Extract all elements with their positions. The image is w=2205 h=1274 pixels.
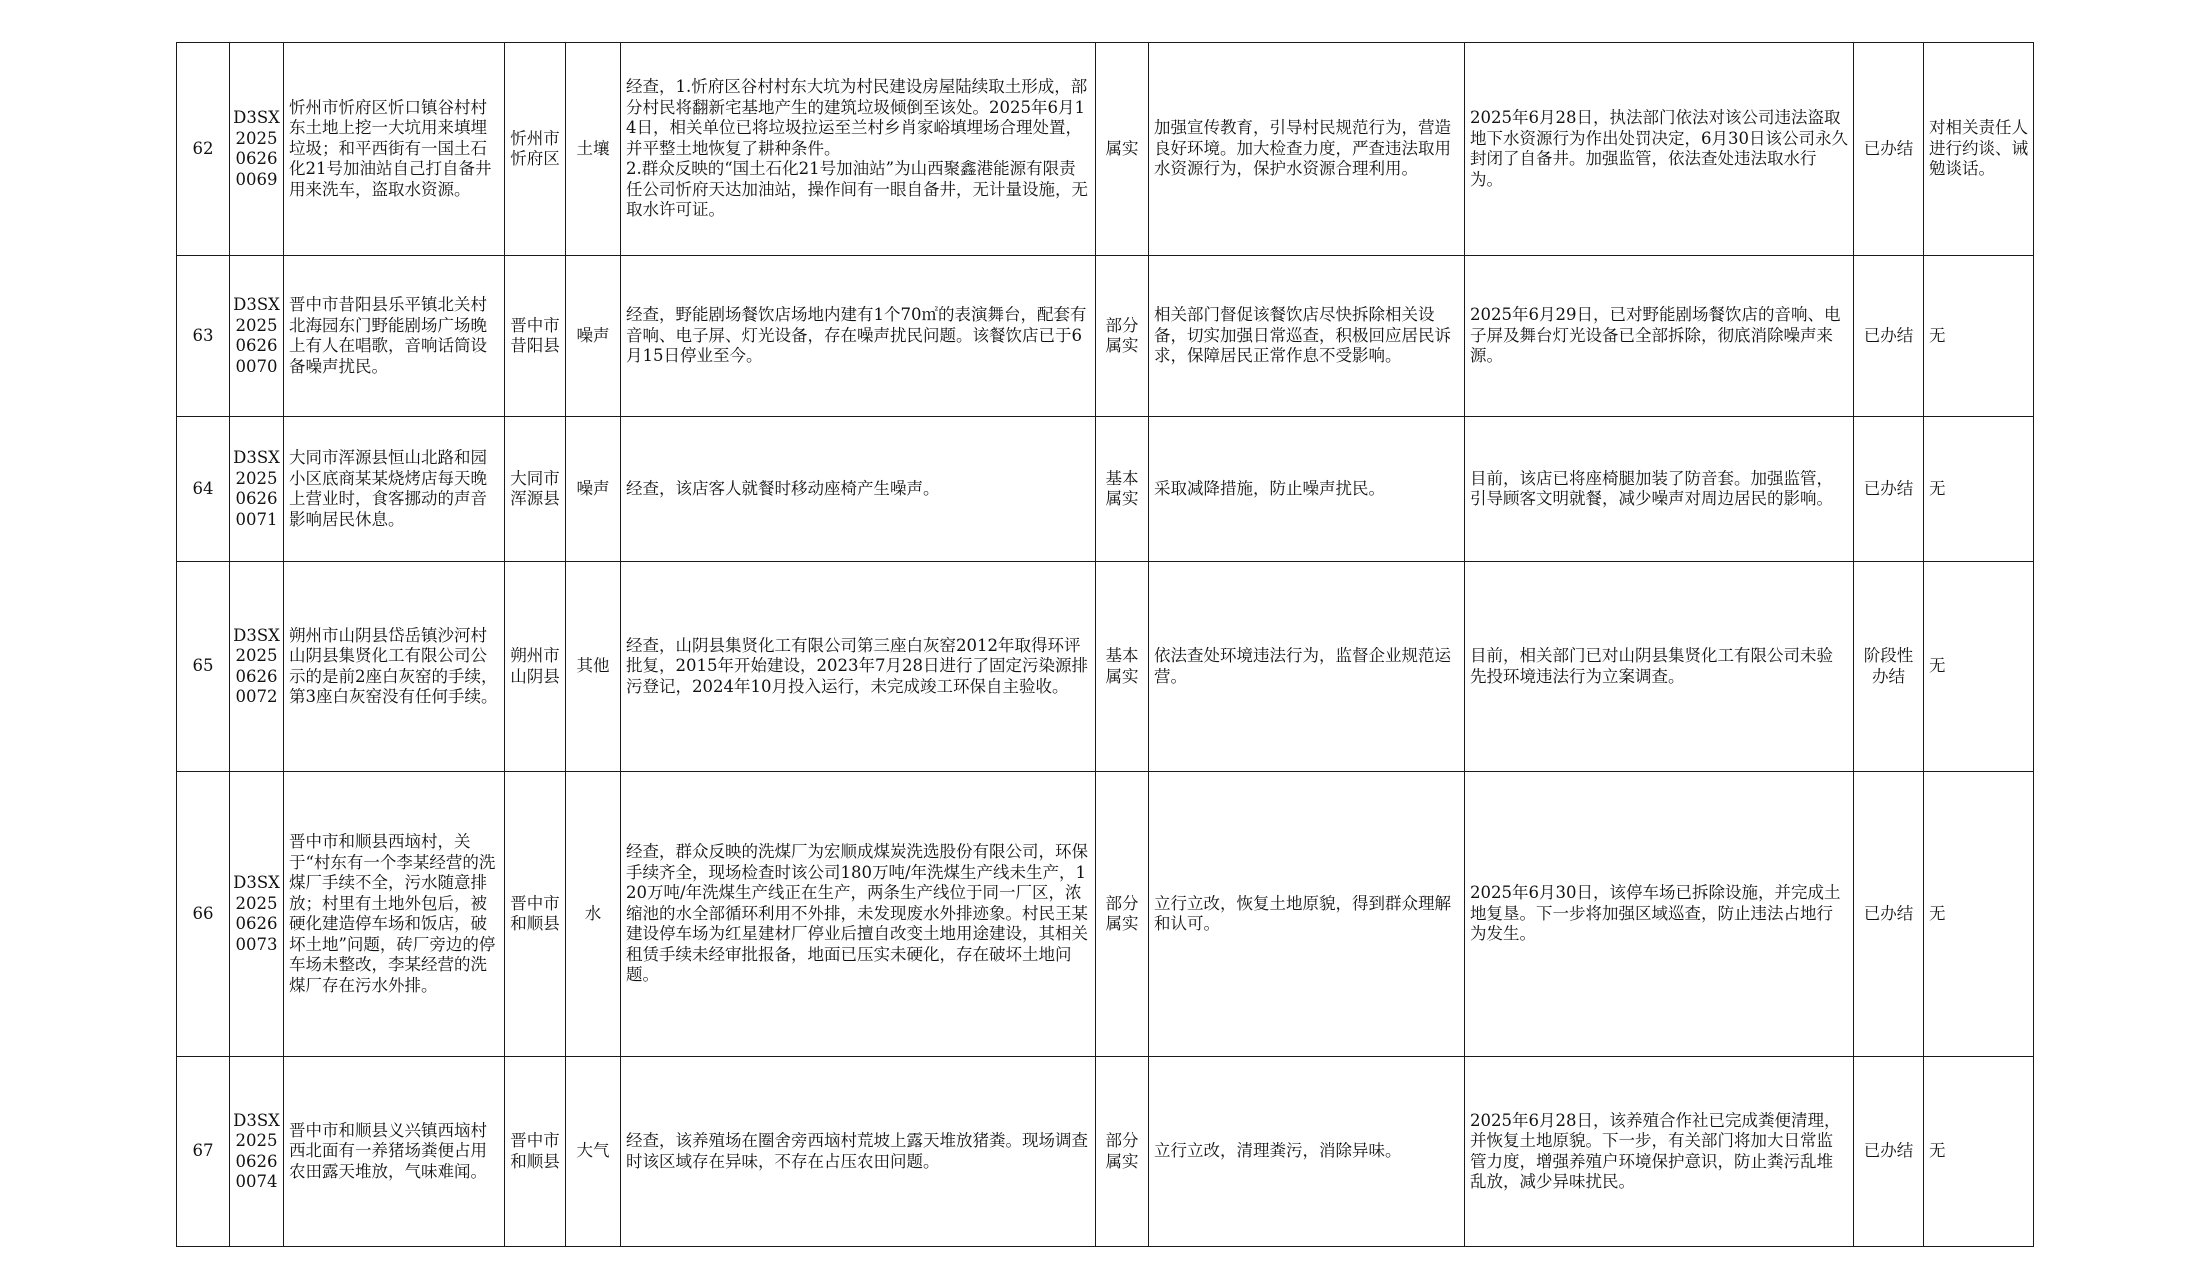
- rectification-progress: 2025年6月29日，已对野能剧场餐饮店的音响、电子屏及舞台灯光设备已全部拆除，彻底消除噪声来源。: [1465, 256, 1854, 417]
- complaint-table: [176, 42, 2034, 1247]
- row-number: 62: [177, 43, 230, 256]
- verdict: 属实: [1096, 43, 1149, 256]
- case-code: D3SX202506260074: [230, 1057, 284, 1247]
- pollution-type: 噪声: [566, 256, 621, 417]
- pollution-type: 土壤: [566, 43, 621, 256]
- accountability: 无: [1924, 417, 2034, 562]
- rectification-measures: 加强宣传教育，引导村民规范行为，营造良好环境。加大检查力度，严查违法取用水资源行为，保护水资源合理利用。: [1149, 43, 1465, 256]
- case-code: D3SX202506260069: [230, 43, 284, 256]
- verdict: 部分属实: [1096, 256, 1149, 417]
- administrative-region: 晋中市和顺县: [505, 772, 566, 1057]
- complaint-content: 晋中市和顺县义兴镇西垴村西北面有一养猪场粪便占用农田露天堆放，气味难闻。: [284, 1057, 505, 1247]
- table-row: [177, 417, 2034, 562]
- row-number: 64: [177, 417, 230, 562]
- handling-status: 已办结: [1854, 417, 1924, 562]
- complaint-content: 朔州市山阴县岱岳镇沙河村山阴县集贤化工有限公司公示的是前2座白灰窑的手续，第3座白灰窑没有任何手续。: [284, 562, 505, 772]
- rectification-progress: 2025年6月30日，该停车场已拆除设施，并完成土地复垦。下一步将加强区域巡查，防止违法占地行为发生。: [1465, 772, 1854, 1057]
- rectification-measures: 依法查处环境违法行为，监督企业规范运营。: [1149, 562, 1465, 772]
- rectification-measures: 相关部门督促该餐饮店尽快拆除相关设备，切实加强日常巡查，积极回应居民诉求，保障居民正常作息不受影响。: [1149, 256, 1465, 417]
- handling-status: 阶段性办结: [1854, 562, 1924, 772]
- complaint-content: 晋中市和顺县西垴村，关于“村东有一个李某经营的洗煤厂手续不全，污水随意排放；村里有土地外包后，被硬化建造停车场和饭店，破坏土地”问题，砖厂旁边的停车场未整改，李某经营的洗煤厂存在污水外排。: [284, 772, 505, 1057]
- handling-status: 已办结: [1854, 43, 1924, 256]
- verdict: 部分属实: [1096, 772, 1149, 1057]
- pollution-type: 噪声: [566, 417, 621, 562]
- case-code: D3SX202506260071: [230, 417, 284, 562]
- pollution-type: 大气: [566, 1057, 621, 1247]
- investigation-result: 经查，1.忻府区谷村村东大坑为村民建设房屋陆续取土形成，部分村民将翻新宅基地产生的建筑垃圾倾倒至该处。2025年6月14日，相关单位已将垃圾拉运至兰村乡肖家峪填埋场合理处置，并平整土地恢复了耕种条件。 2.群众反映的“国土石化21号加油站”为山西聚鑫港能源有限责任公司忻府天达加油站，操作间有一眼自备井，无计量设施，无取水许可证。: [621, 43, 1096, 256]
- administrative-region: 晋中市昔阳县: [505, 256, 566, 417]
- complaint-content: 晋中市昔阳县乐平镇北关村北海园东门野能剧场广场晚上有人在唱歌，音响话筒设备噪声扰民。: [284, 256, 505, 417]
- row-number: 67: [177, 1057, 230, 1247]
- handling-status: 已办结: [1854, 256, 1924, 417]
- pollution-type: 水: [566, 772, 621, 1057]
- rectification-progress: 目前，该店已将座椅腿加装了防音套。加强监管，引导顾客文明就餐，减少噪声对周边居民的影响。: [1465, 417, 1854, 562]
- rectification-progress: 目前，相关部门已对山阴县集贤化工有限公司未验先投环境违法行为立案调查。: [1465, 562, 1854, 772]
- administrative-region: 忻州市忻府区: [505, 43, 566, 256]
- row-number: 66: [177, 772, 230, 1057]
- case-code: D3SX202506260072: [230, 562, 284, 772]
- complaint-content: 忻州市忻府区忻口镇谷村村东土地上挖一大坑用来填埋垃圾；和平西街有一国土石化21号加油站自己打自备井用来洗车，盗取水资源。: [284, 43, 505, 256]
- table-row: [177, 562, 2034, 772]
- administrative-region: 晋中市和顺县: [505, 1057, 566, 1247]
- table-row: [177, 43, 2034, 256]
- rectification-measures: 立行立改，恢复土地原貌，得到群众理解和认可。: [1149, 772, 1465, 1057]
- accountability: 无: [1924, 256, 2034, 417]
- rectification-measures: 采取减降措施，防止噪声扰民。: [1149, 417, 1465, 562]
- case-code: D3SX202506260070: [230, 256, 284, 417]
- pollution-type: 其他: [566, 562, 621, 772]
- verdict: 基本属实: [1096, 562, 1149, 772]
- investigation-result: 经查，该养殖场在圈舍旁西垴村荒坡上露天堆放猪粪。现场调查时该区域存在异味，不存在占压农田问题。: [621, 1057, 1096, 1247]
- administrative-region: 大同市浑源县: [505, 417, 566, 562]
- table-row: [177, 1057, 2034, 1247]
- rectification-progress: 2025年6月28日，该养殖合作社已完成粪便清理，并恢复土地原貌。下一步，有关部门将加大日常监管力度，增强养殖户环境保护意识，防止粪污乱堆乱放，减少异味扰民。: [1465, 1057, 1854, 1247]
- row-number: 65: [177, 562, 230, 772]
- accountability: 对相关责任人进行约谈、诫勉谈话。: [1924, 43, 2034, 256]
- investigation-result: 经查，野能剧场餐饮店场地内建有1个70㎡的表演舞台，配套有音响、电子屏、灯光设备，存在噪声扰民问题。该餐饮店已于6月15日停业至今。: [621, 256, 1096, 417]
- accountability: 无: [1924, 772, 2034, 1057]
- verdict: 部分属实: [1096, 1057, 1149, 1247]
- handling-status: 已办结: [1854, 1057, 1924, 1247]
- table-row: [177, 256, 2034, 417]
- accountability: 无: [1924, 562, 2034, 772]
- handling-status: 已办结: [1854, 772, 1924, 1057]
- investigation-result: 经查，该店客人就餐时移动座椅产生噪声。: [621, 417, 1096, 562]
- investigation-result: 经查，群众反映的洗煤厂为宏顺成煤炭洗选股份有限公司，环保手续齐全，现场检查时该公司180万吨/年洗煤生产线未生产，120万吨/年洗煤生产线正在生产，两条生产线位于同一厂区，浓缩池的水全部循环利用不外排，未发现废水外排迹象。村民王某建设停车场为红星建材厂停业后擅自改变土地用途建设，其相关租赁手续未经审批报备，地面已压实未硬化，存在破坏土地问题。: [621, 772, 1096, 1057]
- accountability: 无: [1924, 1057, 2034, 1247]
- case-code: D3SX202506260073: [230, 772, 284, 1057]
- row-number: 63: [177, 256, 230, 417]
- investigation-result: 经查，山阴县集贤化工有限公司第三座白灰窑2012年取得环评批复，2015年开始建设，2023年7月28日进行了固定污染源排污登记，2024年10月投入运行，未完成竣工环保自主验收。: [621, 562, 1096, 772]
- complaint-content: 大同市浑源县恒山北路和园小区底商某某烧烤店每天晚上营业时，食客挪动的声音影响居民休息。: [284, 417, 505, 562]
- rectification-measures: 立行立改，清理粪污，消除异味。: [1149, 1057, 1465, 1247]
- verdict: 基本属实: [1096, 417, 1149, 562]
- rectification-progress: 2025年6月28日，执法部门依法对该公司违法盗取地下水资源行为作出处罚决定，6月30日该公司永久封闭了自备井。加强监管，依法查处违法取水行为。: [1465, 43, 1854, 256]
- administrative-region: 朔州市山阴县: [505, 562, 566, 772]
- table-row: [177, 772, 2034, 1057]
